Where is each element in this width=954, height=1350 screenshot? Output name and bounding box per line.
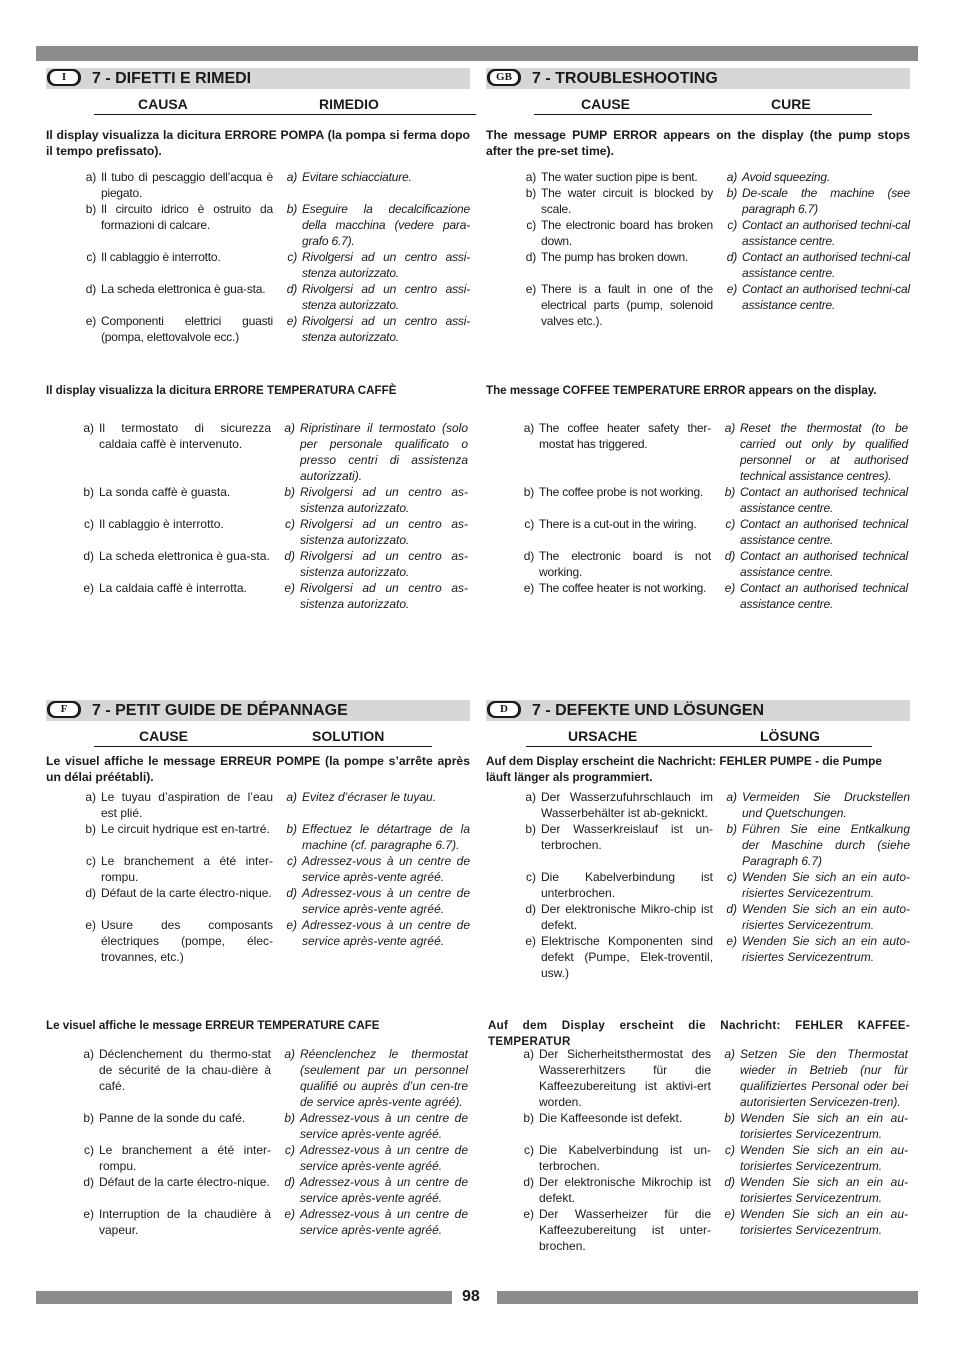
- cause-letter: b): [85, 202, 96, 216]
- cause-letter: c): [86, 250, 96, 264]
- cause-letter: e): [83, 581, 94, 595]
- language-badge: GB: [487, 69, 521, 86]
- remedy-text: Contact an authorised techni-cal assistance centre.: [742, 282, 910, 312]
- cause-remedy-row: [486, 933, 910, 981]
- cause-remedy-row: [46, 885, 470, 917]
- cause-letter: a): [83, 421, 94, 435]
- remedy-text: Wenden Sie sich an ein auto-risiertes Servicezentrum.: [742, 902, 910, 932]
- cause-remedy-row: [44, 1142, 470, 1174]
- cause-remedy-row: [484, 1110, 910, 1142]
- cause-remedy-row: [44, 580, 470, 612]
- remedy-text: Adressez-vous à un centre de service après-vente agréé.: [300, 1111, 468, 1141]
- remedy-letter: c): [725, 1143, 735, 1157]
- remedy-text: Adressez-vous à un centre de service après-vente agréé.: [300, 1175, 468, 1205]
- remedy-text: Adressez-vous à un centre de service après-vente agréé.: [300, 1207, 468, 1237]
- cause-remedy-row: [486, 789, 910, 821]
- cause-remedy-row: [46, 821, 470, 853]
- problem-intro: Il display visualizza la dicitura ERRORE TEMPERATURA CAFFÈ: [46, 384, 397, 397]
- column-header-cause: CAUSE: [581, 96, 631, 112]
- cause-letter: c): [526, 218, 536, 232]
- cause-remedy-list: [44, 1046, 470, 1238]
- cause-remedy-row: [484, 1142, 910, 1174]
- remedy-letter: d): [286, 886, 297, 900]
- cause-text: Défaut de la carte électro-nique.: [101, 886, 272, 900]
- column-underline: [94, 114, 476, 115]
- cause-remedy-row: [46, 281, 470, 313]
- cause-remedy-row: [484, 580, 910, 612]
- cause-remedy-row: [44, 484, 470, 516]
- cause-letter: b): [85, 822, 96, 836]
- cause-remedy-row: [484, 516, 910, 548]
- remedy-letter: e): [726, 934, 737, 948]
- cause-remedy-list: [484, 420, 910, 612]
- cause-text: Interruption de la chaudière à vapeur.: [99, 1207, 271, 1237]
- cause-remedy-list: [486, 169, 910, 329]
- section-header: [46, 68, 470, 89]
- remedy-text: De-scale the machine (see paragraph 6.7): [742, 186, 910, 216]
- bottom-rule-right: [497, 1291, 918, 1304]
- section-italian: [46, 68, 470, 611]
- cause-text: Déclenchement du thermo-stat de sécurité de la chau-dière à café.: [99, 1047, 271, 1093]
- column-underline: [534, 114, 872, 115]
- remedy-text: Rivolgersi ad un centro assi-stenza autorizzato.: [302, 314, 470, 344]
- cause-remedy-row: [484, 1046, 910, 1110]
- remedy-letter: b): [726, 186, 737, 200]
- remedy-letter: a): [286, 790, 297, 804]
- cause-letter: b): [523, 1111, 534, 1125]
- remedy-letter: d): [724, 1175, 735, 1189]
- remedy-text: Rivolgersi ad un centro assi-stenza autorizzato.: [302, 250, 470, 280]
- cause-text: La scheda elettronica è gua-sta.: [99, 549, 270, 563]
- section-french: [46, 700, 470, 1237]
- remedy-letter: a): [724, 421, 735, 435]
- cause-remedy-row: [44, 1206, 470, 1238]
- remedy-text: Rivolgersi ad un centro as-sistenza autorizzato.: [300, 581, 468, 611]
- cause-letter: a): [523, 421, 534, 435]
- column-header-remedy: RIMEDIO: [319, 96, 379, 112]
- remedy-letter: c): [727, 218, 737, 232]
- cause-letter: b): [83, 485, 94, 499]
- remedy-text: Adressez-vous à un centre de service après-vente agréé.: [302, 854, 470, 884]
- remedy-letter: a): [284, 1047, 295, 1061]
- problem-intro: Il display visualizza la dicitura ERRORE POMPA (la pompa si ferma dopo il tempo prefissato).: [46, 128, 470, 158]
- column-header-remedy: SOLUTION: [312, 728, 385, 744]
- cause-remedy-row: [46, 853, 470, 885]
- section-title: 7 - DIFETTI E RIMEDI: [92, 70, 252, 87]
- cause-text: The pump has broken down.: [541, 250, 689, 264]
- cause-text: La caldaia caffè è interrotta.: [99, 581, 247, 595]
- cause-text: The water suction pipe is bent.: [541, 170, 698, 184]
- remedy-letter: c): [725, 517, 735, 531]
- cause-text: Der Wasserkreislauf ist un-terbrochen.: [541, 822, 713, 852]
- cause-letter: e): [523, 1207, 534, 1221]
- remedy-letter: a): [724, 1047, 735, 1061]
- cause-letter: c): [524, 1143, 534, 1157]
- remedy-text: Wenden Sie sich an ein au-torisiertes Servicezentrum.: [740, 1111, 908, 1141]
- section-german: [486, 700, 910, 1253]
- remedy-letter: c): [287, 854, 297, 868]
- cause-letter: d): [85, 282, 96, 296]
- cause-text: Die Kabelverbindung ist un-terbrochen.: [539, 1143, 711, 1173]
- remedy-letter: d): [726, 902, 737, 916]
- cause-remedy-row: [46, 249, 470, 281]
- remedy-letter: c): [285, 1143, 295, 1157]
- cause-remedy-row: [46, 917, 470, 965]
- cause-letter: c): [526, 870, 536, 884]
- remedy-letter: a): [286, 170, 297, 184]
- cause-letter: d): [525, 250, 536, 264]
- cause-remedy-row: [46, 789, 470, 821]
- cause-letter: b): [523, 485, 534, 499]
- remedy-letter: b): [284, 1111, 295, 1125]
- remedy-letter: a): [726, 790, 737, 804]
- remedy-text: Evitare schiacciature.: [302, 170, 412, 184]
- cause-remedy-row: [484, 1174, 910, 1206]
- column-header-remedy: CURE: [771, 96, 811, 112]
- cause-remedy-row: [44, 1046, 470, 1110]
- cause-text: Der elektronische Mikro-chip ist defekt.: [541, 902, 713, 932]
- cause-letter: c): [84, 517, 94, 531]
- cause-remedy-row: [486, 185, 910, 217]
- cause-text: La sonda caffè è guasta.: [99, 485, 231, 499]
- section-title: 7 - TROUBLESHOOTING: [532, 70, 718, 87]
- remedy-text: Setzen Sie den Thermostat wieder in Betrieb (nur für qualifiziertes Personal oder bei autorisierten Servicezen-tren).: [740, 1047, 908, 1109]
- cause-remedy-list: [46, 169, 470, 345]
- cause-remedy-row: [46, 313, 470, 345]
- remedy-letter: d): [726, 250, 737, 264]
- cause-letter: e): [83, 1207, 94, 1221]
- remedy-letter: c): [727, 870, 737, 884]
- cause-text: Der elektronische Mikrochip ist defekt.: [539, 1175, 711, 1205]
- cause-letter: c): [84, 1143, 94, 1157]
- remedy-text: Rivolgersi ad un centro assi-stenza autorizzato.: [302, 282, 470, 312]
- cause-letter: d): [523, 549, 534, 563]
- remedy-text: Contact an authorised technical assistance centre.: [740, 549, 908, 579]
- remedy-letter: c): [285, 517, 295, 531]
- cause-remedy-row: [486, 901, 910, 933]
- remedy-letter: b): [724, 1111, 735, 1125]
- cause-remedy-list: [46, 789, 470, 965]
- cause-letter: b): [83, 1111, 94, 1125]
- cause-letter: a): [83, 1047, 94, 1061]
- cause-text: Il cablaggio è interrotto.: [99, 517, 224, 531]
- cause-letter: c): [524, 517, 534, 531]
- cause-letter: c): [86, 854, 96, 868]
- remedy-text: Rivolgersi ad un centro as-sistenza autorizzato.: [300, 485, 468, 515]
- remedy-text: Wenden Sie sich an ein au-torisiertes Servicezentrum.: [740, 1175, 908, 1205]
- remedy-letter: b): [286, 202, 297, 216]
- remedy-text: Adressez-vous à un centre de service après-vente agréé.: [300, 1143, 468, 1173]
- cause-letter: d): [523, 1175, 534, 1189]
- remedy-letter: e): [286, 314, 297, 328]
- problem-intro: Le visuel affiche le message ERREUR POMPE (la pompe s’arrête après un délai préétabli).: [46, 754, 470, 784]
- remedy-letter: e): [724, 1207, 735, 1221]
- cause-letter: d): [525, 902, 536, 916]
- cause-letter: e): [525, 282, 536, 296]
- cause-letter: b): [525, 186, 536, 200]
- top-rule: [36, 46, 918, 61]
- cause-letter: d): [83, 549, 94, 563]
- remedy-letter: d): [284, 549, 295, 563]
- cause-remedy-row: [486, 869, 910, 901]
- section-english: [486, 68, 910, 611]
- remedy-text: Eseguire la decalcificazione della macchina (vedere para-grafo 6.7).: [302, 202, 470, 248]
- cause-text: Le circuit hydrique est en-tartré.: [101, 822, 270, 836]
- cause-remedy-row: [484, 484, 910, 516]
- cause-letter: d): [85, 886, 96, 900]
- cause-remedy-row: [46, 201, 470, 249]
- cause-remedy-row: [46, 169, 470, 201]
- remedy-text: Führen Sie eine Entkalkung der Maschine durch (siehe Paragraph 6.7): [742, 822, 910, 868]
- cause-remedy-row: [484, 548, 910, 580]
- cause-text: Défaut de la carte électro-nique.: [99, 1175, 270, 1189]
- problem-intro: Le visuel affiche le message ERREUR TEMPERATURE CAFE: [46, 1019, 380, 1032]
- remedy-letter: d): [724, 549, 735, 563]
- cause-text: Le branchement a été inter-rompu.: [101, 854, 273, 884]
- cause-text: Componenti elettrici guasti (pompa, elettovalvole ecc.): [101, 314, 273, 344]
- cause-text: The coffee probe is not working.: [539, 485, 704, 499]
- remedy-letter: e): [286, 918, 297, 932]
- language-badge: D: [487, 701, 521, 718]
- cause-text: The coffee heater is not working.: [539, 581, 707, 595]
- cause-text: The coffee heater safety ther-mostat has triggered.: [539, 421, 711, 451]
- column-headers: [46, 721, 470, 749]
- cause-letter: a): [525, 790, 536, 804]
- remedy-letter: d): [284, 1175, 295, 1189]
- cause-remedy-row: [484, 420, 910, 484]
- cause-text: Il termostato di sicurezza caldaia caffè è intervenuto.: [99, 421, 271, 451]
- remedy-text: Contact an authorised technical assistance centre.: [740, 517, 908, 547]
- column-headers: [46, 89, 470, 117]
- cause-remedy-row: [44, 1110, 470, 1142]
- section-header: [486, 700, 910, 721]
- cause-letter: a): [525, 170, 536, 184]
- remedy-text: Evitez d’écraser le tuyau.: [302, 790, 437, 804]
- cause-remedy-row: [44, 548, 470, 580]
- remedy-text: Wenden Sie sich an ein auto-risiertes Servicezentrum.: [742, 934, 910, 964]
- remedy-letter: b): [284, 485, 295, 499]
- column-underline: [526, 746, 872, 747]
- problem-intro: The message COFFEE TEMPERATURE ERROR appears on the display.: [486, 384, 877, 397]
- remedy-letter: e): [724, 581, 735, 595]
- column-headers: [486, 89, 910, 117]
- remedy-letter: e): [284, 581, 295, 595]
- column-header-cause: CAUSA: [138, 96, 188, 112]
- cause-text: Le tuyau d’aspiration de l’eau est plié.: [101, 790, 273, 820]
- cause-remedy-row: [486, 217, 910, 249]
- remedy-letter: e): [284, 1207, 295, 1221]
- cause-letter: d): [83, 1175, 94, 1189]
- column-headers: [486, 721, 910, 749]
- remedy-text: Rivolgersi ad un centro as-sistenza autorizzato.: [300, 517, 468, 547]
- remedy-text: Adressez-vous à un centre de service après-vente agréé.: [302, 886, 470, 916]
- remedy-text: Wenden Sie sich an ein au-torisiertes Servicezentrum.: [740, 1207, 908, 1237]
- cause-remedy-row: [486, 249, 910, 281]
- page-number: 98: [462, 1288, 480, 1305]
- cause-remedy-list: [44, 420, 470, 612]
- cause-text: There is a fault in one of the electrical parts (pump, solenoid valves etc.).: [541, 282, 713, 328]
- remedy-text: Wenden Sie sich an ein au-torisiertes Servicezentrum.: [740, 1143, 908, 1173]
- remedy-text: Reset the thermostat (to be carried out only by qualified personnel or at authorised technical assistance centres).: [740, 421, 908, 483]
- language-badge: F: [47, 701, 81, 718]
- cause-text: Il circuito idrico è ostruito da formazioni di calcare.: [101, 202, 273, 232]
- cause-text: Panne de la sonde du café.: [99, 1111, 246, 1125]
- remedy-text: Wenden Sie sich an ein auto-risiertes Servicezentrum.: [742, 870, 910, 900]
- remedy-letter: b): [726, 822, 737, 836]
- cause-letter: e): [85, 314, 96, 328]
- problem-intro: The message PUMP ERROR appears on the display (the pump stops after the pre-set time).: [486, 128, 910, 158]
- remedy-letter: e): [726, 282, 737, 296]
- section-title: 7 - PETIT GUIDE DE DÉPANNAGE: [92, 702, 348, 719]
- cause-text: Le branchement a été inter-rompu.: [99, 1143, 271, 1173]
- column-underline: [94, 746, 432, 747]
- problem-intro: Auf dem Display erscheint die Nachricht: FEHLER PUMPE - die Pumpe läuft länger als programmiert.: [486, 754, 882, 784]
- remedy-text: Réenclenchez le thermostat (seulement par un personnel qualifié ou auprès d’un cen-tre de service après-vente agréé).: [300, 1047, 468, 1109]
- remedy-text: Adressez-vous à un centre de service après-vente agréé.: [302, 918, 470, 948]
- cause-remedy-row: [486, 169, 910, 185]
- section-header: [46, 700, 470, 721]
- cause-text: Der Sicherheitsthermostat des Wassererhitzers für die Kaffeezubereitung ist aktivi-ert worden.: [539, 1047, 711, 1109]
- section-header: [486, 68, 910, 89]
- remedy-text: Ripristinare il termostato (solo per personale qualificato o presso centri di assistenza autorizzati).: [300, 421, 468, 483]
- cause-letter: a): [85, 790, 96, 804]
- remedy-letter: d): [286, 282, 297, 296]
- column-header-remedy: LÖSUNG: [760, 728, 820, 744]
- cause-text: There is a cut-out in the wiring.: [539, 517, 697, 531]
- cause-letter: e): [525, 934, 536, 948]
- remedy-text: Contact an authorised technical assistance centre.: [740, 581, 908, 611]
- column-header-cause: CAUSE: [139, 728, 189, 744]
- cause-text: The water circuit is blocked by scale.: [541, 186, 713, 216]
- cause-text: Der Wasserzufuhrschlauch im Wasserbehälter ist ab-geknickt.: [541, 790, 713, 820]
- cause-letter: b): [525, 822, 536, 836]
- cause-remedy-row: [486, 281, 910, 329]
- remedy-text: Contact an authorised technical assistance centre.: [740, 485, 908, 515]
- column-header-cause: URSACHE: [568, 728, 638, 744]
- cause-text: La scheda elettronica è gua-sta.: [101, 282, 266, 296]
- remedy-letter: c): [287, 250, 297, 264]
- remedy-text: Contact an authorised techni-cal assistance centre.: [742, 250, 910, 280]
- remedy-letter: a): [284, 421, 295, 435]
- bottom-rule-left: [36, 1291, 452, 1304]
- cause-text: Der Wasserheizer für die Kaffeezubereitung ist unter-brochen.: [539, 1207, 711, 1253]
- remedy-text: Contact an authorised techni-cal assistance centre.: [742, 218, 910, 248]
- cause-text: Die Kaffeesonde ist defekt.: [539, 1111, 683, 1125]
- remedy-letter: b): [286, 822, 297, 836]
- problem-intro: Auf dem Display erscheint die Nachricht: FEHLER KAFFEE-TEMPERATUR: [488, 1019, 910, 1048]
- cause-text: Il cablaggio è interrotto.: [101, 250, 221, 264]
- cause-text: The electronic board has broken down.: [541, 218, 713, 248]
- cause-text: Usure des composants électriques (pompe, élec-trovannes, etc.): [101, 918, 273, 964]
- cause-text: Die Kabelverbindung ist unterbrochen.: [541, 870, 713, 900]
- cause-letter: e): [523, 581, 534, 595]
- remedy-text: Vermeiden Sie Druckstellen und Quetschungen.: [742, 790, 910, 820]
- cause-text: Elektrische Komponenten sind defekt (Pumpe, Elek-troventil, usw.): [541, 934, 713, 980]
- cause-text: Il tubo di pescaggio dell’acqua è piegato.: [101, 170, 273, 200]
- remedy-letter: a): [726, 170, 737, 184]
- remedy-text: Rivolgersi ad un centro as-sistenza autorizzato.: [300, 549, 468, 579]
- cause-remedy-list: [484, 1046, 910, 1254]
- section-title: 7 - DEFEKTE UND LÖSUNGEN: [532, 702, 765, 719]
- cause-remedy-row: [44, 516, 470, 548]
- cause-remedy-row: [484, 1206, 910, 1254]
- remedy-text: Effectuez le détartrage de la machine (cf. paragraphe 6.7).: [302, 822, 470, 852]
- cause-letter: e): [85, 918, 96, 932]
- remedy-text: Avoid squeezing.: [742, 170, 830, 184]
- cause-text: The electronic board is not working.: [539, 549, 711, 579]
- cause-remedy-row: [44, 420, 470, 484]
- cause-remedy-row: [486, 821, 910, 869]
- language-badge: I: [47, 69, 81, 86]
- cause-remedy-row: [44, 1174, 470, 1206]
- remedy-letter: b): [724, 485, 735, 499]
- cause-letter: a): [523, 1047, 534, 1061]
- cause-letter: a): [85, 170, 96, 184]
- cause-remedy-list: [486, 789, 910, 981]
